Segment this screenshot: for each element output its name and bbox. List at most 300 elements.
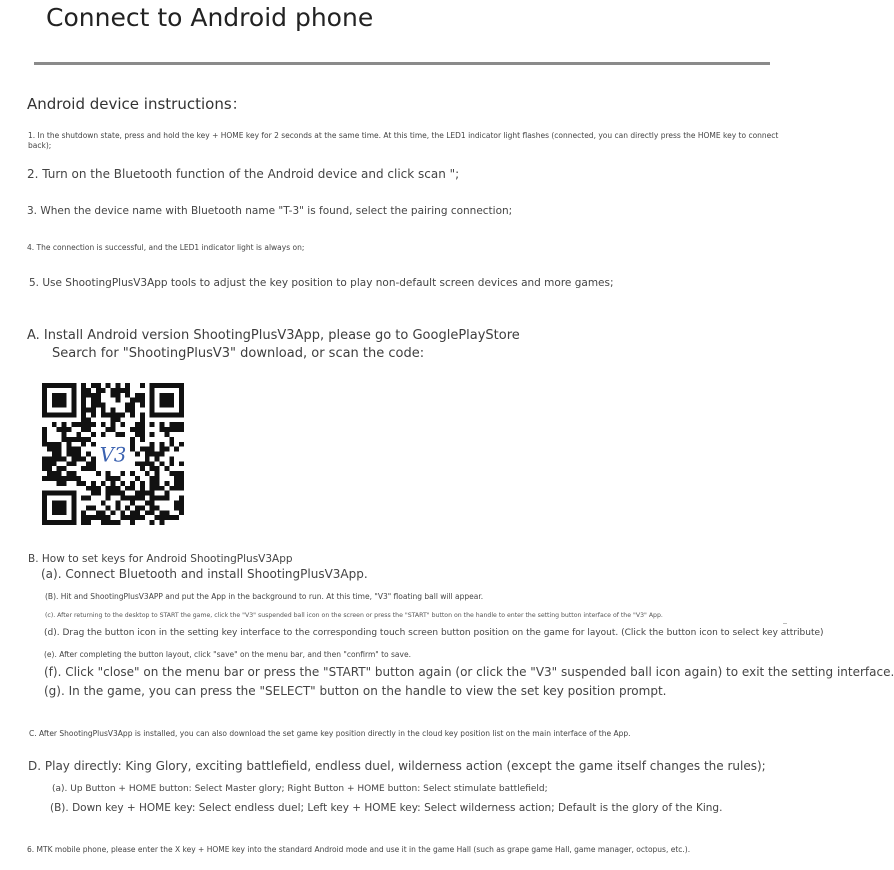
qr-module [52,422,57,427]
qr-module [86,496,91,501]
qr-module [96,403,101,408]
qr-module [179,496,184,501]
qr-module [155,466,160,471]
qr-module [150,520,155,525]
qr-module [125,383,130,388]
qr-module [62,476,67,481]
qr-module [174,515,179,520]
qr-module [62,456,67,461]
qr-module [111,486,116,491]
qr-module [52,447,57,452]
qr-module [81,412,86,417]
qr-module [115,491,120,496]
qr-module [140,398,145,403]
qr-module [106,505,111,510]
qr-module [174,427,179,432]
qr-module [150,486,155,491]
qr-module [86,417,91,422]
qr-module [52,471,57,476]
qr-module [130,481,135,486]
qr-module [101,407,106,412]
qr-module [111,510,116,515]
qr-module [76,447,81,452]
qr-module [52,476,57,481]
qr-module [96,510,101,515]
qr-module [91,393,96,398]
qr-module [130,510,135,515]
qr-module [169,471,174,476]
page-title: Connect to Android phone [46,3,374,32]
qr-module [106,491,111,496]
qr-module [155,515,160,520]
qr-module [101,403,106,408]
qr-module [86,422,91,427]
qr-module [150,481,155,486]
qr-module [47,456,52,461]
qr-module [71,437,76,442]
qr-module [106,471,111,476]
qr-module [130,486,135,491]
qr-module [135,505,140,510]
qr-module [155,452,160,457]
qr-module [71,447,76,452]
section-b-g: (g). In the game, you can press the "SELECT" button on the handle to view the set key position prompt. [44,684,667,698]
qr-module [81,496,86,501]
qr-module [71,452,76,457]
qr-module [150,432,155,437]
qr-module [42,427,47,432]
qr-module [150,476,155,481]
qr-module [52,452,57,457]
qr-module [71,471,76,476]
qr-module [179,461,184,466]
step-3: 3. When the device name with Bluetooth name "T-3" is found, select the pairing connection; [27,205,513,217]
qr-module [115,383,120,388]
qr-module [91,505,96,510]
qr-module [140,515,145,520]
qr-module [155,456,160,461]
qr-module [111,422,116,427]
qr-module [150,501,155,506]
qr-module [111,427,116,432]
qr-module [101,520,106,525]
qr-module [81,427,86,432]
qr-module [91,442,96,447]
qr-module [140,491,145,496]
qr-module [140,481,145,486]
step-5: 5. Use ShootingPlusV3App tools to adjust the key position to play non-default screen devices and more games; [29,277,614,289]
qr-module [106,412,111,417]
qr-module [42,437,47,442]
qr-module [106,383,111,388]
qr-module [179,510,184,515]
qr-module [91,398,96,403]
qr-module [135,452,140,457]
section-b-e: (e). After completing the button layout, click "save" on the menu bar, and then "confirm" to save. [44,650,411,659]
step-2: 2. Turn on the Bluetooth function of the Android device and click scan "; [27,167,460,181]
qr-module [140,496,145,501]
qr-module [160,447,165,452]
qr-module [150,447,155,452]
qr-module [86,427,91,432]
qr-module [135,398,140,403]
qr-module [111,393,116,398]
qr-module [101,515,106,520]
qr-module [155,486,160,491]
qr-module [96,486,101,491]
qr-module [57,447,62,452]
qr-code [42,383,184,525]
qr-module [101,422,106,427]
qr-module [111,407,116,412]
qr-module [115,432,120,437]
qr-module [140,383,145,388]
qr-module [120,412,125,417]
qr-module [111,520,116,525]
qr-module [111,491,116,496]
qr-module [86,407,91,412]
qr-module [81,398,86,403]
qr-module [91,412,96,417]
qr-module [135,427,140,432]
qr-module [174,471,179,476]
qr-module [140,437,145,442]
qr-module [130,412,135,417]
section-a-line-1: A. Install Android version ShootingPlusV3App, please go to GooglePlayStore [27,328,520,343]
qr-module [174,476,179,481]
qr-module [76,456,81,461]
qr-module [76,476,81,481]
qr-module [169,427,174,432]
qr-module [81,466,86,471]
qr-module [130,403,135,408]
qr-module [81,393,86,398]
qr-module [130,398,135,403]
qr-module [140,461,145,466]
qr-module [179,481,184,486]
qr-module [155,476,160,481]
qr-module [71,461,76,466]
qr-module [150,510,155,515]
qr-module [169,515,174,520]
qr-module [47,447,52,452]
qr-module [174,422,179,427]
qr-module [66,476,71,481]
qr-module [135,496,140,501]
title-divider [34,62,770,65]
qr-module [111,388,116,393]
qr-module [160,510,165,515]
qr-module [86,520,91,525]
qr-module [86,393,91,398]
qr-module [135,510,140,515]
qr-module [169,437,174,442]
qr-module [66,437,71,442]
qr-module [52,442,57,447]
qr-module [76,437,81,442]
qr-module [179,505,184,510]
qr-module [140,432,145,437]
qr-module [125,403,130,408]
qr-module [135,461,140,466]
qr-module [155,471,160,476]
qr-module [125,505,130,510]
qr-module [120,471,125,476]
section-a-line-2: Search for "ShootingPlusV3" download, or scan the code: [52,346,425,361]
qr-module [120,491,125,496]
qr-module [164,481,169,486]
qr-module [57,481,62,486]
qr-module [76,432,81,437]
qr-module [71,476,76,481]
qr-module [130,496,135,501]
qr-module [169,461,174,466]
qr-module [140,412,145,417]
qr-module [174,447,179,452]
qr-module [91,383,96,388]
qr-module [115,501,120,506]
qr-module [125,393,130,398]
qr-module [57,442,62,447]
qr-module [47,466,52,471]
qr-module [160,422,165,427]
qr-module [47,442,52,447]
qr-module [145,471,150,476]
qr-module [81,510,86,515]
qr-module [120,422,125,427]
qr-module [130,471,135,476]
qr-module [96,383,101,388]
qr-module [66,452,71,457]
qr-module [81,388,86,393]
qr-module [130,520,135,525]
qr-module [86,452,91,457]
qr-module [160,515,165,520]
qr-module [130,515,135,520]
qr-module [145,501,150,506]
qr-module [164,427,169,432]
qr-module [179,422,184,427]
qr-module [179,476,184,481]
qr-module [150,466,155,471]
qr-module [140,422,145,427]
qr-module [96,515,101,520]
qr-module [115,520,120,525]
qr-module [47,476,52,481]
qr-module [164,432,169,437]
qr-module [115,486,120,491]
qr-module [57,476,62,481]
instructions-heading: Android device instructions： [27,95,247,113]
qr-module [120,496,125,501]
stray-mark [783,623,787,624]
qr-module [96,471,101,476]
qr-module [106,427,111,432]
qr-module [174,481,179,486]
section-d-b: (B). Down key + HOME key: Select endless duel; Left key + HOME key: Select wilderness action; Default is the glory of the King. [50,802,723,814]
qr-module [125,388,130,393]
qr-module [42,456,47,461]
qr-module [120,481,125,486]
qr-module [164,496,169,501]
qr-module [155,496,160,501]
qr-module [164,466,169,471]
qr-module [76,452,81,457]
qr-module [111,417,116,422]
section-d-a: (a). Up Button + HOME button: Select Master glory; Right Button + HOME button: Select stimulate battlefield; [52,784,548,794]
qr-module [86,466,91,471]
qr-finder-tl-core [52,393,67,408]
qr-module [81,407,86,412]
qr-module [169,442,174,447]
qr-module [111,481,116,486]
qr-module [169,486,174,491]
step-4: 4. The connection is successful, and the LED1 indicator light is always on; [27,243,305,252]
qr-module [47,461,52,466]
qr-module [130,442,135,447]
qr-module [125,407,130,412]
qr-module [101,388,106,393]
qr-module [81,403,86,408]
qr-module [174,505,179,510]
qr-module [81,422,86,427]
section-b-a: (a). Connect Bluetooth and install ShootingPlusV3App. [41,567,368,581]
qr-module [140,417,145,422]
qr-module [42,432,47,437]
qr-module [145,456,150,461]
qr-module [96,491,101,496]
qr-module [115,476,120,481]
qr-module [66,442,71,447]
qr-module [160,452,165,457]
qr-module [120,515,125,520]
section-b-d: (d). Drag the button icon in the setting key interface to the corresponding touch screen button position on the game for layout. (Click the button icon to select key attribute) [44,628,824,638]
qr-module [91,515,96,520]
qr-module [111,476,116,481]
qr-module [115,505,120,510]
qr-module [145,491,150,496]
qr-module [150,491,155,496]
qr-module [140,403,145,408]
qr-module [101,432,106,437]
qr-module [81,437,86,442]
qr-module [160,461,165,466]
qr-module [140,427,145,432]
qr-module [96,388,101,393]
qr-module [160,442,165,447]
step-1: 1. In the shutdown state, press and hold the key + HOME key for 2 seconds at the same time. At this time, the LED1 indicator light flashes (connected, you can directly press the HOME key to connect back); [28,131,779,150]
qr-module [160,486,165,491]
qr-module [81,481,86,486]
qr-module [57,471,62,476]
qr-module [57,427,62,432]
qr-module [66,427,71,432]
qr-module [115,412,120,417]
qr-module [86,388,91,393]
qr-module [155,481,160,486]
qr-module [42,442,47,447]
qr-module [71,456,76,461]
qr-finder-bl-core [52,501,67,516]
qr-module [47,471,52,476]
section-b-f: (f). Click "close" on the menu bar or press the "START" button again (or click the "V3" suspended ball icon again) to exit the setting interface. [44,665,894,679]
qr-module [91,407,96,412]
qr-module [91,466,96,471]
qr-finder-tr-core [160,393,175,408]
qr-module [155,505,160,510]
qr-module [125,496,130,501]
qr-module [52,456,57,461]
qr-module [91,481,96,486]
qr-module [150,496,155,501]
qr-module [106,520,111,525]
qr-module [57,456,62,461]
qr-module [62,422,67,427]
qr-module [140,393,145,398]
qr-module [150,452,155,457]
section-c: C. After ShootingPlusV3App is installed, you can also download the set game key position directly in the cloud key position list on the main interface of the App. [29,729,631,738]
qr-module [130,501,135,506]
qr-module [120,388,125,393]
qr-module [96,398,101,403]
qr-module [86,515,91,520]
qr-module [101,481,106,486]
qr-module [86,505,91,510]
qr-module [81,442,86,447]
qr-module [66,447,71,452]
qr-module [179,471,184,476]
qr-module [52,461,57,466]
qr-module [115,417,120,422]
qr-module [111,412,116,417]
qr-module [96,393,101,398]
qr-module [120,510,125,515]
qr-module [81,383,86,388]
qr-module [91,486,96,491]
qr-module [101,501,106,506]
qr-module [160,427,165,432]
qr-module [81,515,86,520]
qr-module [91,461,96,466]
qr-module [135,432,140,437]
qr-module [62,481,67,486]
qr-module [66,461,71,466]
qr-module [179,427,184,432]
section-b-c: (c). After returning to the desktop to START the game, click the "V3" suspended ball icon on the screen or press the "START" button on the handle to enter the setting button interface of the "V3" App. [45,612,663,619]
qr-module [62,466,67,471]
qr-module [42,466,47,471]
qr-module [140,447,145,452]
qr-module [76,481,81,486]
qr-module [106,515,111,520]
section-b-b: (B). Hit and ShootingPlusV3APP and put the App in the background to run. At this time, "V3" floating ball will appear. [45,592,484,601]
qr-module [130,427,135,432]
qr-module [160,496,165,501]
qr-module [130,437,135,442]
qr-module [145,461,150,466]
qr-module [179,486,184,491]
qr-module [91,403,96,408]
section-b-heading: B. How to set keys for Android ShootingPlusV3App [28,553,293,565]
qr-module [91,456,96,461]
qr-module [169,456,174,461]
qr-module [140,486,145,491]
qr-module [125,486,130,491]
qr-module [140,505,145,510]
qr-module [179,442,184,447]
step-6: 6. MTK mobile phone, please enter the X key + HOME key into the standard Android mode and use it in the game Hall (such as grape game Hall, game manager, octopus, etc.). [27,845,691,854]
qr-module [145,447,150,452]
